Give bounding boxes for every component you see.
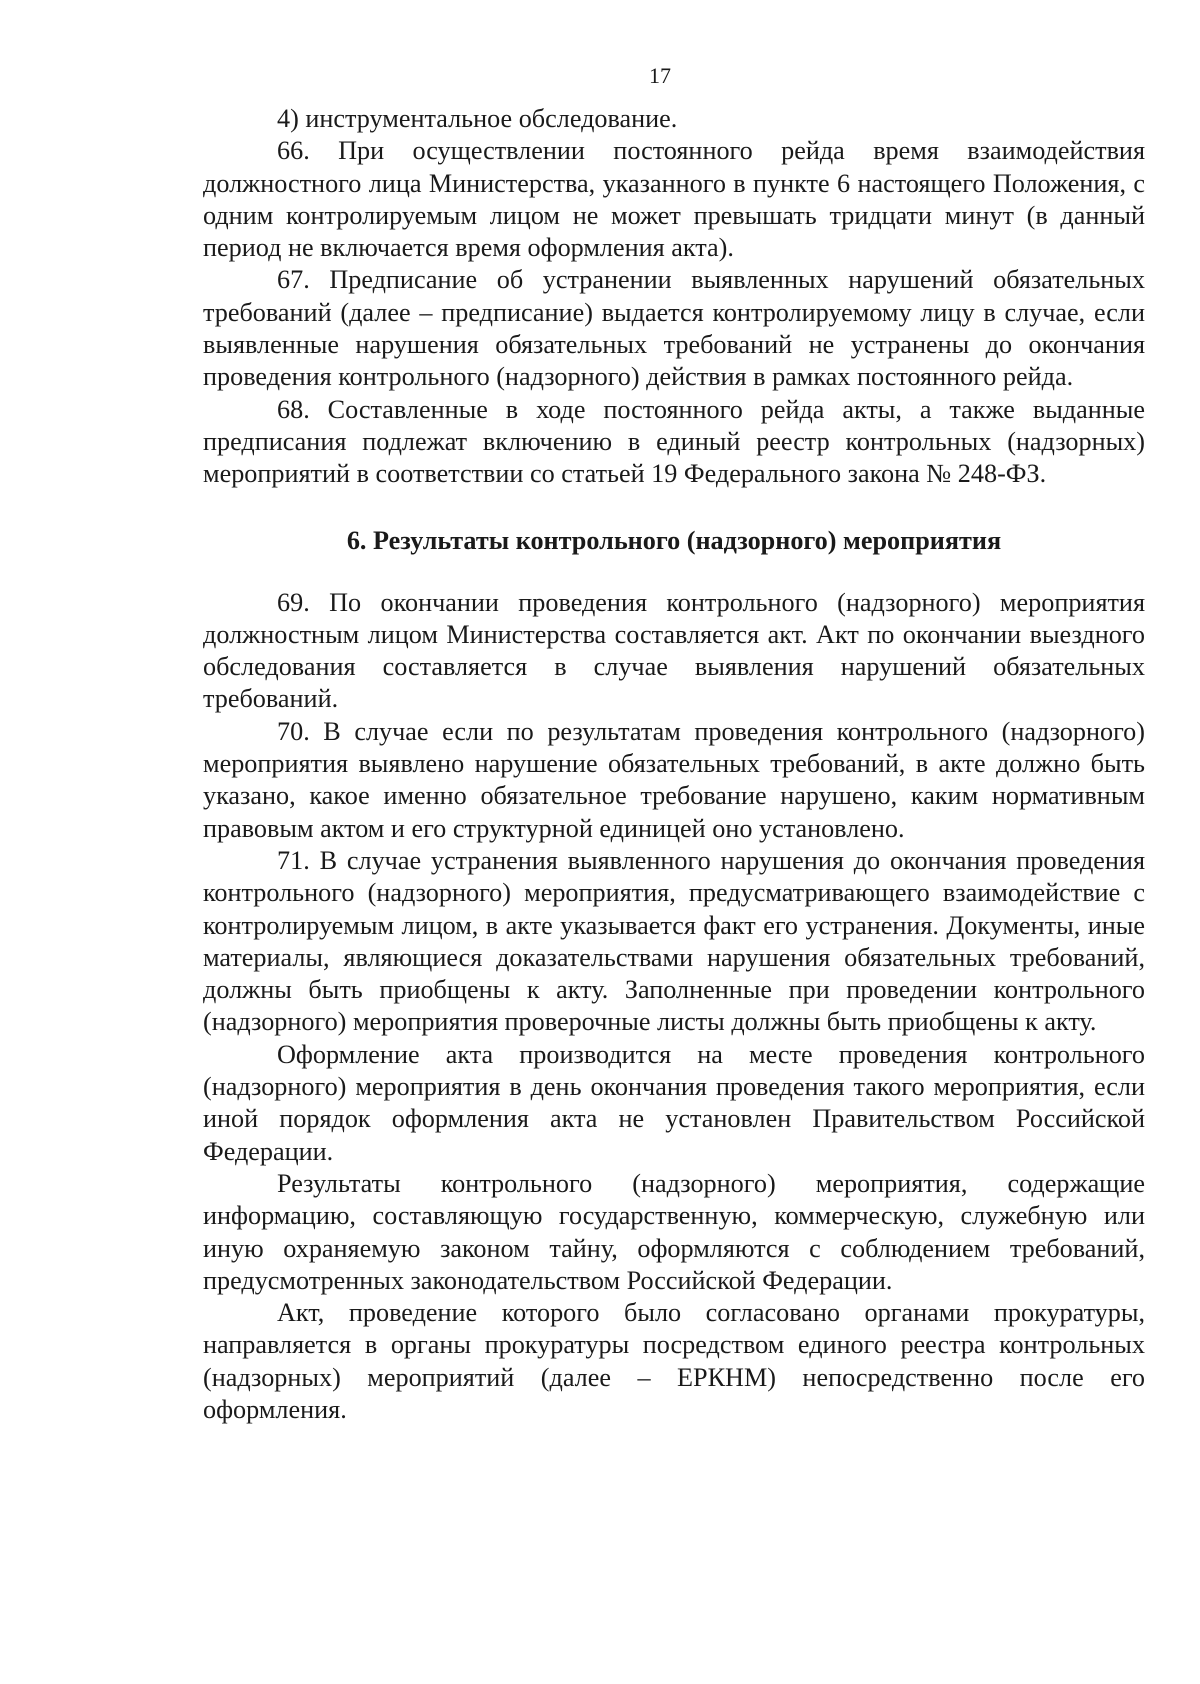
paragraph-act-registration: Оформление акта производится на месте проведения контрольного (надзорного) мероприятия в день окончания проведения такого мероприятия, если иной порядок оформления акта не установлен Правительством Российской Федерации. — [203, 1039, 1145, 1166]
paragraph-67: 67. Предписание об устранении выявленных нарушений обязательных требований (далее – предписание) выдается контролируемому лицу в случае, если выявленные нарушения обязательных требований не устранены до окончания проведения контрольного (надзорного) действия в рамках постоянного рейда. — [203, 265, 1145, 392]
section-heading: 6. Результаты контрольного (надзорного) мероприятия — [346, 525, 1002, 555]
document-body — [203, 103, 1145, 1426]
paragraph-results-secrecy: Результаты контрольного (надзорного) мероприятия, содержащие информацию, составляющую государственную, коммерческую, служебную или иную охраняемую законом тайну, оформляются с соблюдением требований, предусмотренных законодательством Российской Федерации. — [203, 1168, 1145, 1295]
page-number: 17 — [649, 63, 671, 88]
paragraph-68: 68. Составленные в ходе постоянного рейда акты, а также выданные предписания подлежат включению в единый реестр контрольных (надзорных) мероприятий в соответствии со статьей 19 Федерального закона № 248-ФЗ. — [203, 394, 1145, 489]
paragraph-71: 71. В случае устранения выявленного нарушения до окончания проведения контрольного (надзорного) мероприятия, предусматривающего взаимодействие с контролируемым лицом, в акте указывается факт его устранения. Документы, иные материалы, являющиеся доказательствами нарушения обязательных требований, должны быть приобщены к акту. Заполненные при проведении контрольного (надзорного) мероприятия проверочные листы должны быть приобщены к акту. — [203, 845, 1145, 1037]
paragraph-prosecutor-act: Акт, проведение которого было согласовано органами прокуратуры, направляется в органы прокуратуры посредством единого реестра контрольных (надзорных) мероприятий (далее – ЕРКНМ) непосредственно после его оформления. — [203, 1298, 1145, 1424]
paragraph-70: 70. В случае если по результатам проведения контрольного (надзорного) мероприятия выявлено нарушение обязательных требований, в акте должно быть указано, какое именно обязательное требование нарушено, каким нормативным правовым актом и его структурной единицей оно установлено. — [203, 716, 1145, 843]
paragraph-item-4: 4) инструментальное обследование. — [277, 104, 678, 133]
paragraph-69: 69. По окончании проведения контрольного (надзорного) мероприятия должностным лицом Министерства составляется акт. Акт по окончании выездного обследования составляется в случае выявления нарушений обязательных требований. — [203, 587, 1145, 714]
paragraph-66: 66. При осуществлении постоянного рейда время взаимодействия должностного лица Министерства, указанного в пункте 6 настоящего Положения, с одним контролируемым лицом не может превышать тридцати минут (в данный период не включается время оформления акта). — [203, 136, 1145, 263]
